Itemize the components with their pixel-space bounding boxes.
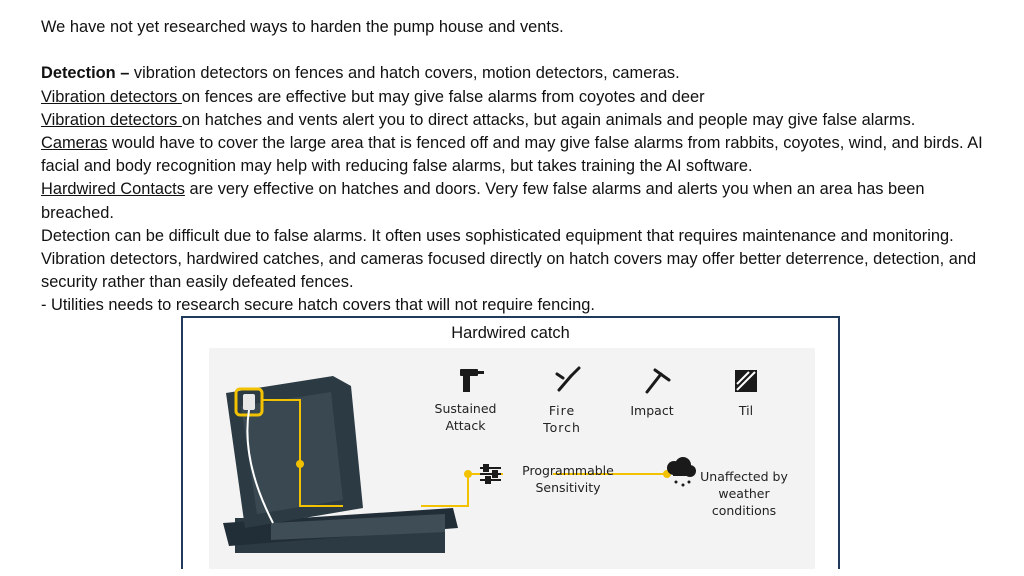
detection-paragraph	[41, 62, 1001, 85]
hardwired-catch-figure	[181, 316, 840, 569]
feature-fire-torch: Fire Torch	[543, 403, 581, 435]
fence-vibration-paragraph	[41, 86, 1001, 109]
difficulty-paragraph: Detection can be difficult due to false alarms. It often uses sophisticated equipment that requires maintenance and monitoring. Vibration detectors, hardwired catches, and cameras focused directly on hatch covers may offer better deterrence, detection, and security rather than easily defeated fences.	[41, 226, 977, 292]
hatch-device	[223, 376, 458, 553]
cameras-text: would have to cover the large area that is fenced off and may give false alarms from rabbits, coyotes, wind, and birds. AI facial and body recognition may help with reducing false alarms, but takes training the AI software.	[41, 134, 983, 176]
contacts-text: are very effective on hatches and doors. Very few false alarms and alerts you when an area has been breached.	[41, 180, 925, 222]
cameras-link[interactable]: Cameras	[41, 134, 108, 152]
tilt-icon	[735, 370, 757, 392]
feature-tilt: Til	[738, 403, 754, 418]
sliders-icon	[480, 465, 501, 483]
drill-icon	[460, 369, 484, 392]
fence-vibration-text: on fences are effective but may give false alarms from coyotes and deer	[181, 87, 705, 106]
connector-dot	[464, 470, 472, 478]
detection-text: vibration detectors on fences and hatch covers, motion detectors, cameras.	[129, 64, 680, 83]
figure-title: Hardwired catch	[451, 324, 570, 342]
feature-programmable-sensitivity: Programmable Sensitivity	[522, 463, 614, 495]
detection-heading: Detection –	[41, 64, 130, 83]
feature-impact: Impact	[630, 403, 674, 418]
utilities-note: - Utilities needs to research secure hatch covers that will not require fencing.	[41, 296, 595, 315]
hammer-icon	[647, 370, 669, 392]
feature-unaffected-weather: Unaffected by weather conditions	[700, 469, 788, 518]
cameras-paragraph	[41, 132, 1001, 178]
connector-dot	[296, 460, 304, 468]
spacer	[41, 39, 1001, 62]
figure-illustration	[183, 318, 840, 569]
body-text	[41, 16, 1001, 318]
hatch-vibration-text: on hatches and vents alert you to direct attacks, but again animals and people may give false alarms.	[181, 110, 916, 129]
hardwired-contacts-link[interactable]: Hardwired Contacts	[41, 180, 185, 199]
feature-sustained-attack: Sustained Attack	[434, 401, 497, 433]
torch-icon	[557, 368, 579, 390]
contacts-paragraph	[41, 178, 1001, 224]
vibration-detectors-link-1[interactable]: Vibration detectors	[41, 87, 182, 106]
vibration-detectors-link-2[interactable]: Vibration detectors	[41, 110, 182, 129]
hatch-vibration-paragraph	[41, 109, 1001, 132]
pump-house-note: We have not yet researched ways to harden the pump house and vents.	[41, 18, 564, 36]
